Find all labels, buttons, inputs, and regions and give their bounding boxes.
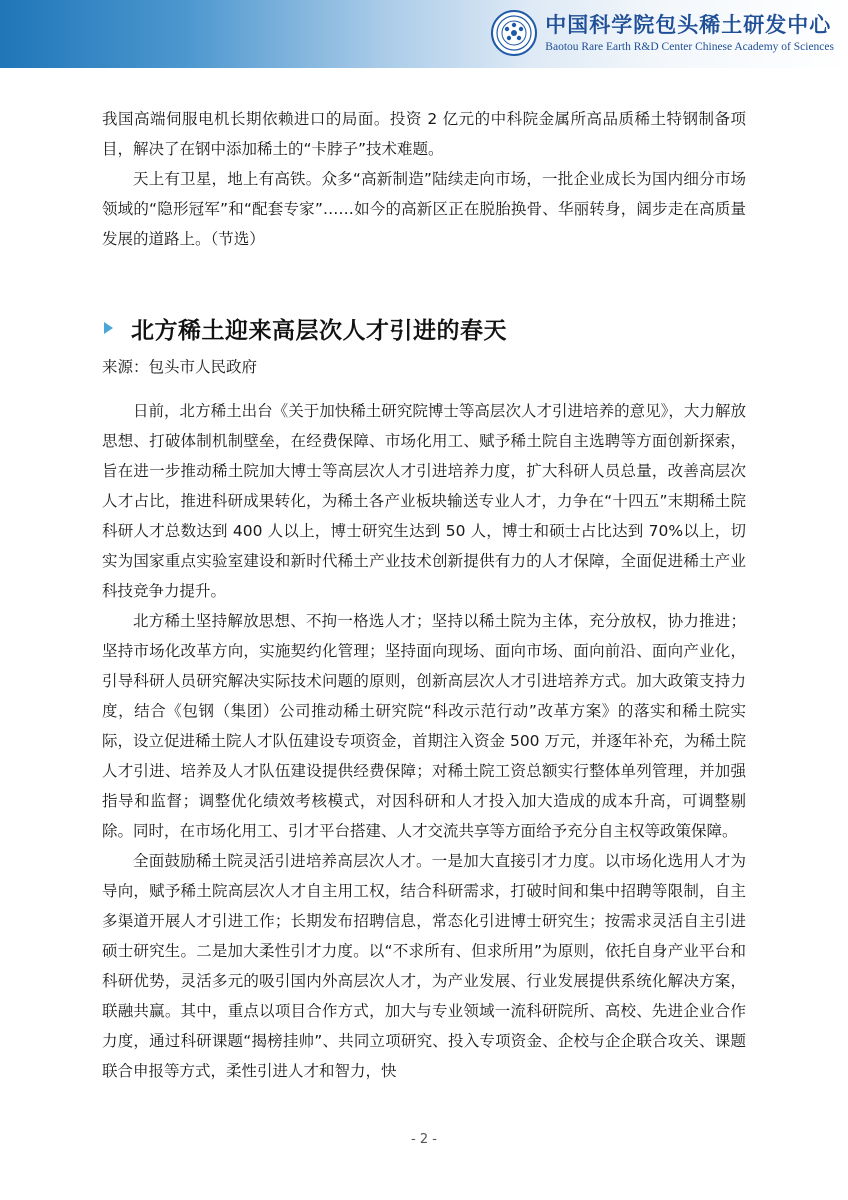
intro-paragraph: 我国高端伺服电机长期依赖进口的局面。投资 2 亿元的中科院金属所高品质稀土特钢制备项目，解决了在钢中添加稀土的“卡脖子”技术难题。 [102, 110, 746, 158]
triangle-bullet-icon [104, 322, 113, 334]
org-logo [491, 10, 834, 56]
body-paragraph: 日前，北方稀土出台《关于加快稀土研究院博士等高层次人才引进培养的意见》，大力解放思想、打破体制机制壁垒，在经费保障、市场化用工、赋予稀土院自主选聘等方面创新探索，旨在进一步推动稀土院加大博士等高层次人才引进培养力度，扩大科研人员总量，改善高层次人才占比，推进科研成果转化，为稀土各产业板块输送专业人才，力争在“十四五”末期稀土院科研人才总数达到 400 人以上，博士研究生达到 50 人，博士和硕士占比达到 70%以上，切实为国家重点实验室建设和新时代稀土产业技术创新提供有力的人才保障，全面促进稀土产业科技竞争力提升。 [102, 402, 746, 600]
page-header [0, 0, 848, 68]
org-name-cn: 中国科学院包头稀土研发中心 [545, 12, 832, 37]
page-number: - 2 - [411, 1132, 437, 1147]
article-body [102, 396, 746, 1086]
article-heading [102, 308, 746, 348]
body-paragraph: 北方稀土坚持解放思想、不拘一格选人才；坚持以稀土院为主体，充分放权，协力推进；坚持市场化改革方向，实施契约化管理；坚持面向现场、面向市场、面向前沿、面向产业化，引导科研人员研究解决实际技术问题的原则，创新高层次人才引进培养方式。加大政策支持力度，结合《包钢（集团）公司推动稀土研究院“科改示范行动”改革方案》的落实和稀土院实际，设立促进稀土院人才队伍建设专项资金，首期注入资金 500 万元，并逐年补充，为稀土院人才引进、培养及人才队伍建设提供经费保障；对稀土院工资总额实行整体单列管理，并加强指导和监督；调整优化绩效考核模式，对因科研和人才投入加大造成的成本升高，可调整剔除。同时，在市场化用工、引才平台搭建、人才交流共享等方面给予充分自主权等政策保障。 [102, 612, 746, 840]
article-title: 北方稀土迎来高层次人才引进的春天 [131, 317, 507, 344]
article-source: 来源：包头市人民政府 [102, 358, 258, 376]
intro-paragraph: 天上有卫星，地上有高铁。众多“高新制造”陆续走向市场，一批企业成长为国内细分市场领域的“隐形冠军”和“配套专家”……如今的高新区正在脱胎换骨、华丽转身，阔步走在高质量发展的道路上。（节选） [102, 170, 746, 248]
intro-text [102, 104, 746, 254]
body-paragraph: 全面鼓励稀土院灵活引进培养高层次人才。一是加大直接引才力度。以市场化选用人才为导向，赋予稀土院高层次人才自主用工权，结合科研需求，打破时间和集中招聘等限制，自主多渠道开展人才引进工作；长期发布招聘信息，常态化引进博士研究生；按需求灵活自主引进硕士研究生。二是加大柔性引才力度。以“不求所有、但求所用”为原则，依托自身产业平台和科研优势，灵活多元的吸引国内外高层次人才，为产业发展、行业发展提供系统化解决方案，联融共赢。其中，重点以项目合作方式，加大与专业领域一流科研院所、高校、先进企业合作力度，通过科研课题“揭榜挂帅”、共同立项研究、投入专项资金、企校与企企联合攻关、课题联合申报等方式，柔性引进人才和智力，快 [102, 852, 746, 1080]
cas-emblem-icon [491, 10, 537, 56]
org-name-en: Baotou Rare Earth R&D Center Chinese Academy of Sciences [545, 41, 834, 53]
